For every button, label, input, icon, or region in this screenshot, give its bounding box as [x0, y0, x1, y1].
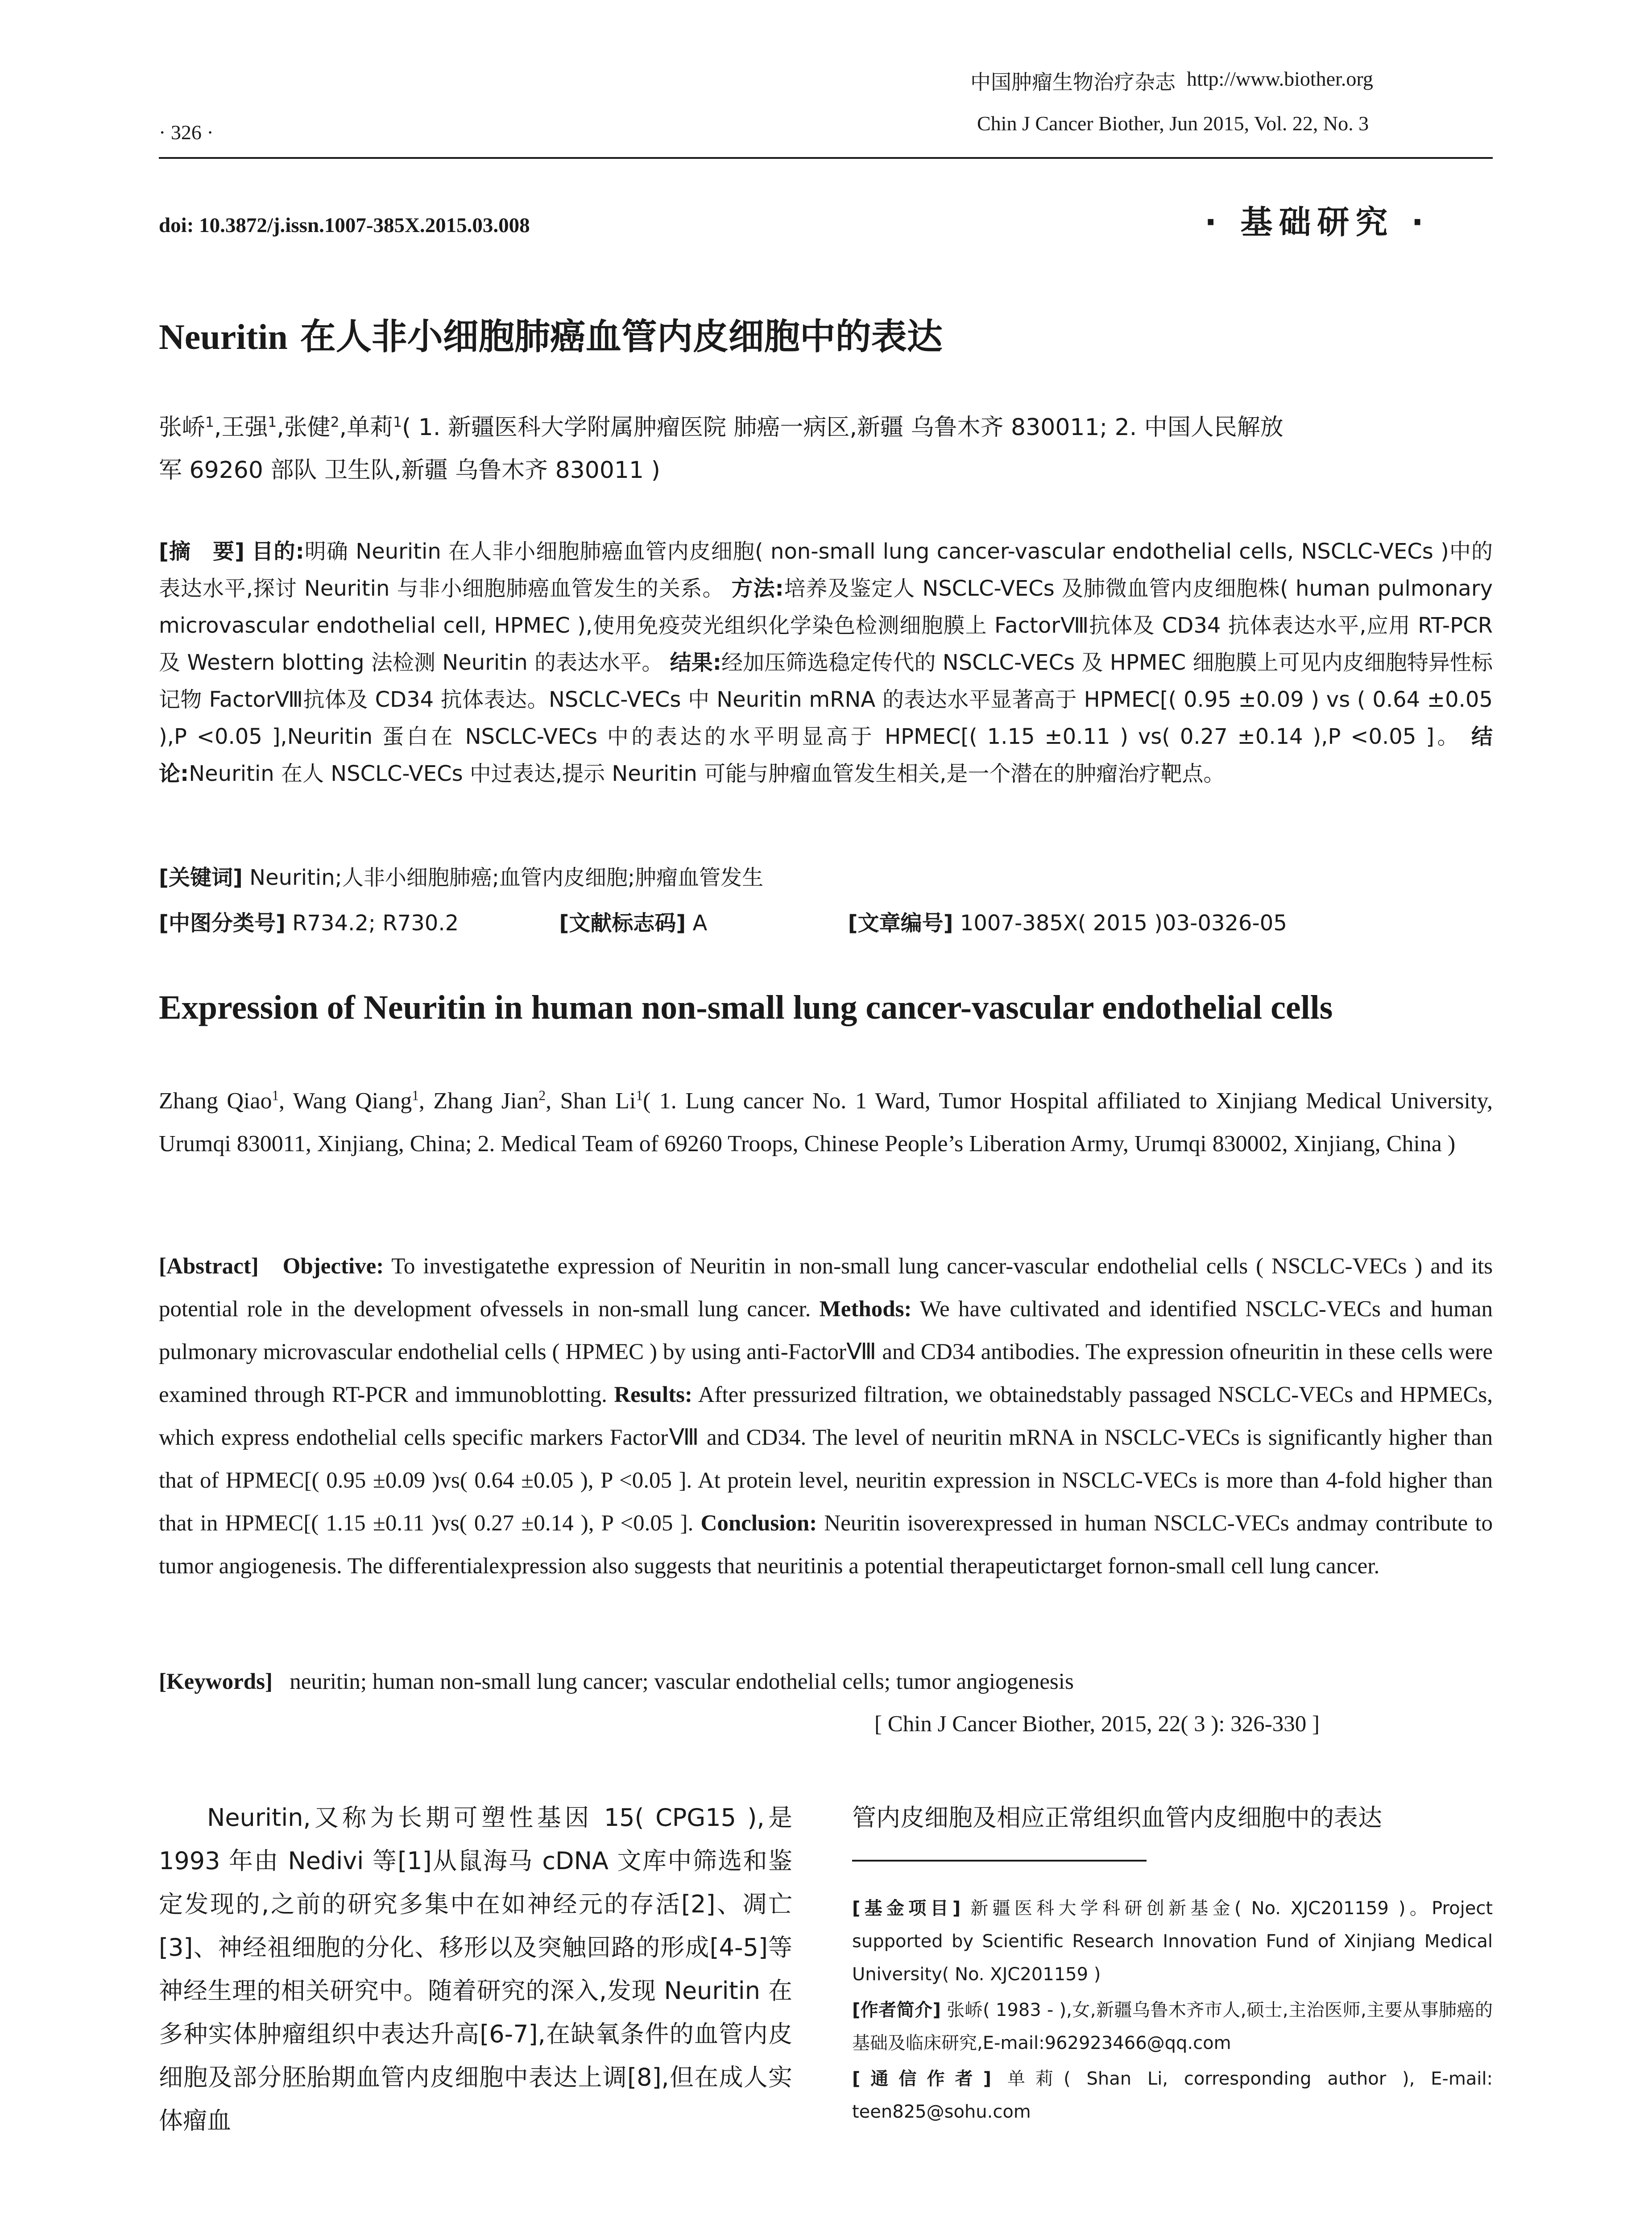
page-number: · 326 ·: [159, 121, 214, 144]
author-name: ,王强: [214, 414, 268, 441]
doc-code-value: A: [692, 911, 708, 936]
body-paragraph: Neuritin,又称为长期可塑性基因 15( CPG15 ),是 1993 年由 Nedivi 等[1]从鼠海马 cDNA 文库中筛选和鉴定发现的,之前的研究多集中在如神经元的存活[2]、凋亡[3]、神经祖细胞的分化、移形以及突触回路的形成[4-5]等神经生理的相关研究中。随着研究的深入,发现 Neuritin 在多种实体肿瘤组织中表达升高[6-7],在缺氧条件的血管内皮细胞及部分胚胎期血管内皮细胞中表达上调[8],但在成人实体瘤血: [159, 1804, 792, 2135]
affiliation-en: ( 1. Lung cancer No. 1 Ward, Tumor Hospital affiliated to Xinjiang Medical University, Urumqi 830011, Xinjiang, China; 2. Medical Team of 69260 Troops, Chinese People’s Liberation Army, Urumqi 830002, Xinjiang, China ): [159, 1088, 1493, 1157]
journal-citation: Chin J Cancer Biother, Jun 2015, Vol. 22, No. 3: [977, 112, 1369, 135]
article-title-en: Expression of Neuritin in human non-small lung cancer-vascular endothelial cells: [159, 989, 1333, 1026]
affiliation-mark: 1: [205, 414, 214, 431]
author-name: ,单莉: [339, 414, 393, 441]
header-rule: [159, 157, 1493, 159]
affiliation-mark: 1: [272, 1087, 279, 1103]
correspondence-label: [通信作者]: [852, 2069, 992, 2089]
abstract-cn-label: [摘 要]: [159, 539, 245, 564]
fund-label: [基金项目]: [852, 1898, 961, 1919]
section-tag: · 基础研究 ·: [1205, 203, 1430, 241]
journal-url: http://www.biother.org: [1187, 67, 1373, 90]
keywords-en-text: neuritin; human non-small lung cancer; vascular endothelial cells; tumor angiogenesis: [290, 1669, 1074, 1694]
fund-text: 新疆医科大学科研创新基金( No. XJC201159 )。Project supported by Scientific Research Innovation Fund of Xinjiang Medical University( No. XJC201159 ): [852, 1898, 1493, 1985]
clc-label: [中图分类号]: [159, 911, 286, 936]
objective-label-cn: 目的:: [252, 539, 304, 564]
author-name: 张峤: [159, 414, 206, 441]
body-column-left: [159, 1796, 792, 2142]
conclusion-label-en: Conclusion:: [700, 1511, 817, 1536]
classification-line: [159, 906, 1493, 937]
clc-value: R734.2; R730.2: [292, 911, 459, 936]
footnote-correspondence: [852, 2062, 1493, 2128]
keywords-cn-label: [关键词]: [159, 865, 243, 890]
doc-code-label: [文献标志码]: [559, 911, 686, 936]
methods-cn: 培养及鉴定人 NSCLC-VECs 及肺微血管内皮细胞株( human pulmonary microvascular endothelial cell, HPMEC ),使用免疫荧光组织化学染色检测细胞膜上 FactorⅧ抗体及 CD34 抗体表达水平,应用 RT-PCR 及 Western blotting 法检测 Neuritin 的表达水平。: [159, 576, 1493, 675]
affiliation-mark: 2: [538, 1087, 546, 1103]
author-name-en: Zhang Qiao: [159, 1088, 272, 1114]
abstract-en: [159, 1245, 1493, 1588]
keywords-cn: [159, 860, 1493, 891]
footnote-author: [852, 1994, 1493, 2060]
author-name: ,张健: [277, 414, 331, 441]
results-cn: 经加压筛选稳定传代的 NSCLC-VECs 及 HPMEC 细胞膜上可见内皮细胞特异性标记物 FactorⅧ抗体及 CD34 抗体表达。NSCLC-VECs 中 Neuritin mRNA 的表达水平显著高于 HPMEC[( 0.95 ±0.09 ) vs ( 0.64 ±0.05 ),P <0.05 ],Neuritin 蛋白在 NSCLC-VECs 中的表达的水平明显高于 HPMEC[( 1.15 ±0.11 ) vs( 0.27 ±0.14 ),P <0.05 ]。: [159, 650, 1493, 749]
body-column-right: 管内皮细胞及相应正常组织血管内皮细胞中的表达: [852, 1804, 1382, 1832]
objective-label-en: Objective:: [282, 1254, 384, 1279]
conclusion-label-cn: 结论:: [159, 724, 1493, 786]
footnote-rule: [852, 1860, 1147, 1862]
citation-en: [ Chin J Cancer Biother, 2015, 22( 3 ): 326-330 ]: [874, 1712, 1320, 1737]
footnote-fund: [852, 1892, 1493, 1991]
abstract-en-label: [Abstract]: [159, 1254, 259, 1279]
conclusion-en: Neuritin isoverexpressed in human NSCLC-VECs andmay contribute to tumor angiogenesis. The differentialexpression also suggests that neuritinis a potential therapeutictarget fornon-small cell lung cancer.: [159, 1511, 1493, 1579]
author-name-en: , Shan Li: [546, 1088, 636, 1114]
objective-cn: 明确 Neuritin 在人非小细胞肺癌血管内皮细胞( non-small lung cancer-vascular endothelial cells, NSCLC-VECs )中的表达水平,探讨 Neuritin 与非小细胞肺癌血管发生的关系。: [159, 539, 1493, 601]
doi: doi: 10.3872/j.issn.1007-385X.2015.03.008: [159, 214, 530, 237]
author-bio-text: 张峤( 1983 - ),女,新疆乌鲁木齐市人,硕士,主治医师,主要从事肺癌的基础及临床研究,E-mail:962923466@qq.com: [852, 2000, 1493, 2053]
affiliation-mark: 1: [412, 1087, 419, 1103]
article-number-label: [文章编号]: [848, 911, 953, 936]
article-number-value: 1007-385X( 2015 )03-0326-05: [960, 911, 1287, 936]
abstract-cn: [159, 533, 1493, 792]
title-cn-en-part: Neuritin: [159, 318, 288, 357]
results-label-cn: 结果:: [670, 650, 721, 675]
author-bio-label: [作者简介]: [852, 2000, 941, 2020]
article-title-cn: [159, 308, 943, 359]
footnotes: [852, 1892, 1493, 2131]
affiliation-cn-cont: 军 69260 部队 卫生队,新疆 乌鲁木齐 830011 ): [159, 457, 660, 484]
affiliation-mark: 1: [268, 414, 277, 431]
conclusion-cn: Neuritin 在人 NSCLC-VECs 中过表达,提示 Neuritin 可能与肿瘤血管发生相关,是一个潜在的肿瘤治疗靶点。: [189, 761, 1225, 786]
title-cn-cn-part: 在人非小细胞肺癌血管内皮细胞中的表达: [287, 316, 943, 357]
keywords-en: [159, 1669, 1493, 1695]
affiliation-cn: ( 1. 新疆医科大学附属肿瘤医院 肺癌一病区,新疆 乌鲁木齐 830011; 2. 中国人民解放: [402, 414, 1284, 441]
results-label-en: Results:: [614, 1382, 693, 1407]
journal-name-cn: 中国肿瘤生物治疗杂志: [970, 70, 1176, 94]
methods-en: We have cultivated and identified NSCLC-VECs and human pulmonary microvascular endothelial cells ( HPMEC ) by using anti-FactorⅧ and CD34 antibodies. The expression ofneuritin in these cells were examined through RT-PCR and immunoblotting.: [159, 1297, 1493, 1407]
keywords-cn-text: Neuritin;人非小细胞肺癌;血管内皮细胞;肿瘤血管发生: [249, 865, 764, 890]
affiliation-mark: 1: [393, 414, 402, 431]
affiliation-mark: 1: [636, 1087, 643, 1103]
methods-label-cn: 方法:: [731, 576, 784, 601]
methods-label-en: Methods:: [819, 1297, 912, 1322]
objective-en: To investigatethe expression of Neuritin in non-small lung cancer-vascular endothelial cells ( NSCLC-VECs ) and its potential role in the development ofvessels in non-small lung cancer.: [159, 1254, 1493, 1322]
affiliation-mark: 2: [330, 414, 340, 431]
author-name-en: , Zhang Jian: [418, 1088, 539, 1114]
author-name-en: , Wang Qiang: [279, 1088, 412, 1114]
keywords-en-label: [Keywords]: [159, 1669, 273, 1694]
authors-cn: [159, 406, 1493, 492]
results-en: After pressurized filtration, we obtainedstably passaged NSCLC-VECs and HPMECs, which express endothelial cells specific markers FactorⅧ and CD34. The level of neuritin mRNA in NSCLC-VECs is significantly higher than that of HPMEC[( 0.95 ±0.09 )vs( 0.64 ±0.05 ), P <0.05 ]. At protein level, neuritin expression in NSCLC-VECs is more than 4-fold higher than that in HPMEC[( 1.15 ±0.11 )vs( 0.27 ±0.14 ), P <0.05 ].: [159, 1382, 1493, 1536]
authors-en: [159, 1080, 1493, 1165]
correspondence-text: 单莉( Shan Li, corresponding author ), E-mail: teen825@sohu.com: [852, 2069, 1493, 2122]
